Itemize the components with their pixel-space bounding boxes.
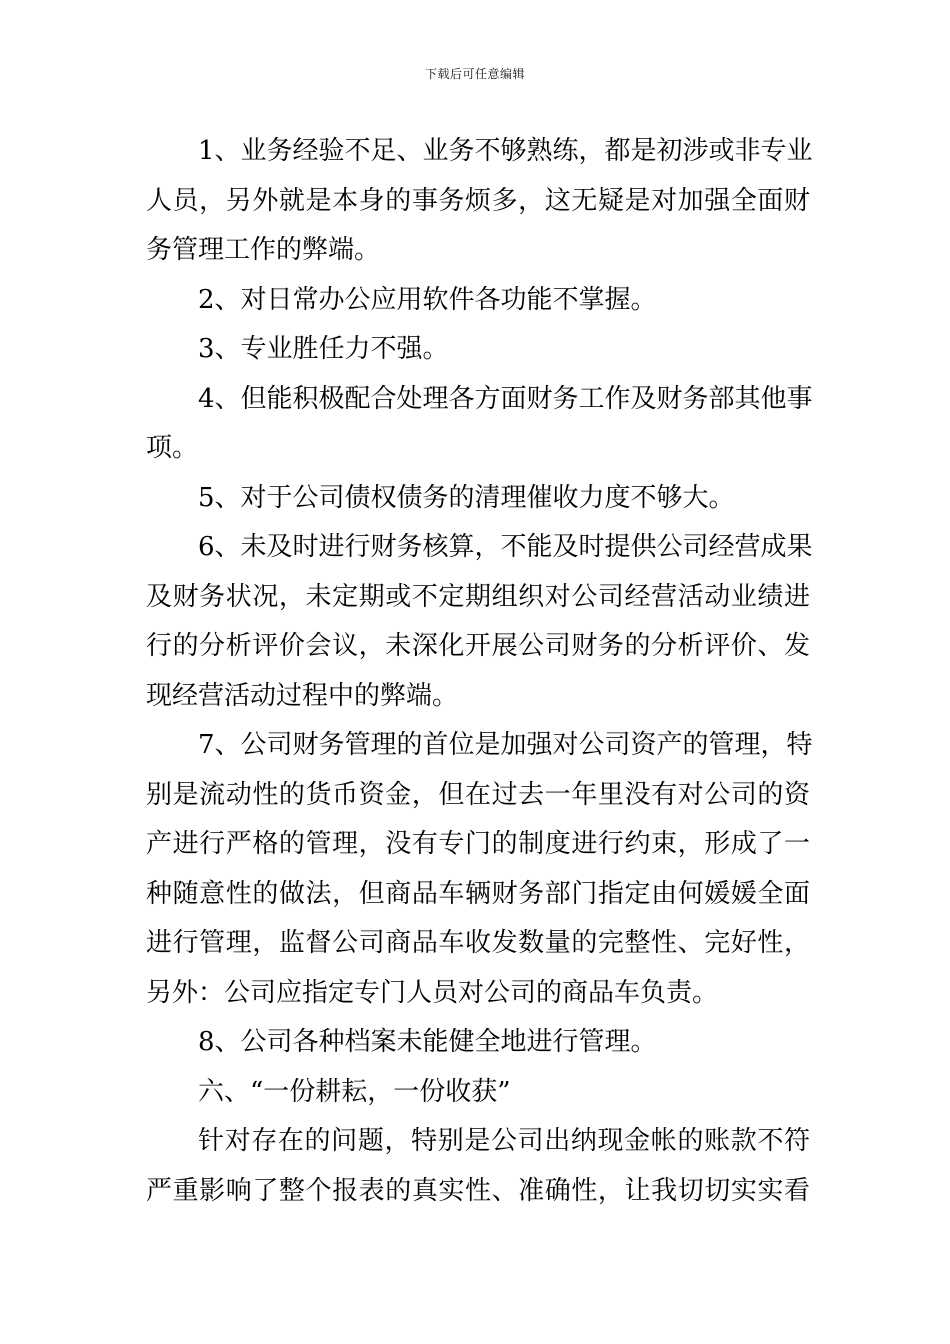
text-line: 进行管理，监督公司商品车收发数量的完整性、完好性， (146, 928, 810, 958)
paragraph-10 (146, 1117, 810, 1216)
document-body (146, 127, 813, 1216)
paragraph-3 (146, 325, 810, 375)
text-line: 8、公司各种档案未能健全地进行管理。 (198, 1027, 657, 1057)
text-line: 2、对日常办公应用软件各功能不掌握。 (198, 284, 657, 315)
text-line: 5、对于公司债权债务的清理催收力度不够大。 (198, 482, 735, 513)
paragraph-2 (146, 276, 810, 326)
text-line: 及财务状况，未定期或不定期组织对公司经营活动业绩进 (146, 581, 810, 612)
paragraph-4 (146, 375, 813, 474)
text-line: 3、专业胜任力不强。 (198, 334, 449, 364)
text-line: 6、未及时进行财务核算，不能及时提供公司经营成果 (198, 532, 813, 562)
text-line: 项。 (146, 433, 199, 463)
paragraph-8 (146, 1018, 810, 1068)
text-line: 另外：公司应指定专门人员对公司的商品车负责。 (146, 977, 719, 1008)
text-line: 务管理工作的弊端。 (146, 235, 381, 265)
page-header-note: 下载后可任意编辑 (424, 67, 525, 81)
text-line: 4、但能积极配合处理各方面财务工作及财务部其他事 (198, 383, 813, 414)
text-line: 六、“一份耕耘，一份收获” (198, 1076, 511, 1107)
text-line: 1、业务经验不足、业务不够熟练，都是初涉或非专业 (198, 136, 813, 166)
text-line: 种随意性的做法，但商品车辆财务部门指定由何媛媛全面 (146, 878, 810, 909)
text-line: 别是流动性的货币资金，但在过去一年里没有对公司的资 (146, 779, 810, 810)
text-line: 现经营活动过程中的弊端。 (146, 680, 459, 711)
paragraph-5 (146, 474, 810, 524)
text-line: 人员，另外就是本身的事务烦多，这无疑是对加强全面财 (146, 185, 810, 216)
text-line: 针对存在的问题，特别是公司出纳现金帐的账款不符 (198, 1126, 810, 1156)
paragraph-6 (146, 523, 813, 721)
paragraph-1 (146, 127, 813, 276)
text-line: 行的分析评价会议，未深化开展公司财务的分析评价、发 (146, 631, 810, 661)
section-heading (146, 1068, 810, 1118)
text-line: 产进行严格的管理，没有专门的制度进行约束，形成了一 (146, 829, 810, 859)
paragraph-7 (146, 721, 813, 1018)
text-line: 严重影响了整个报表的真实性、准确性，让我切切实实看 (146, 1175, 810, 1206)
text-line: 7、公司财务管理的首位是加强对公司资产的管理，特 (198, 730, 813, 760)
